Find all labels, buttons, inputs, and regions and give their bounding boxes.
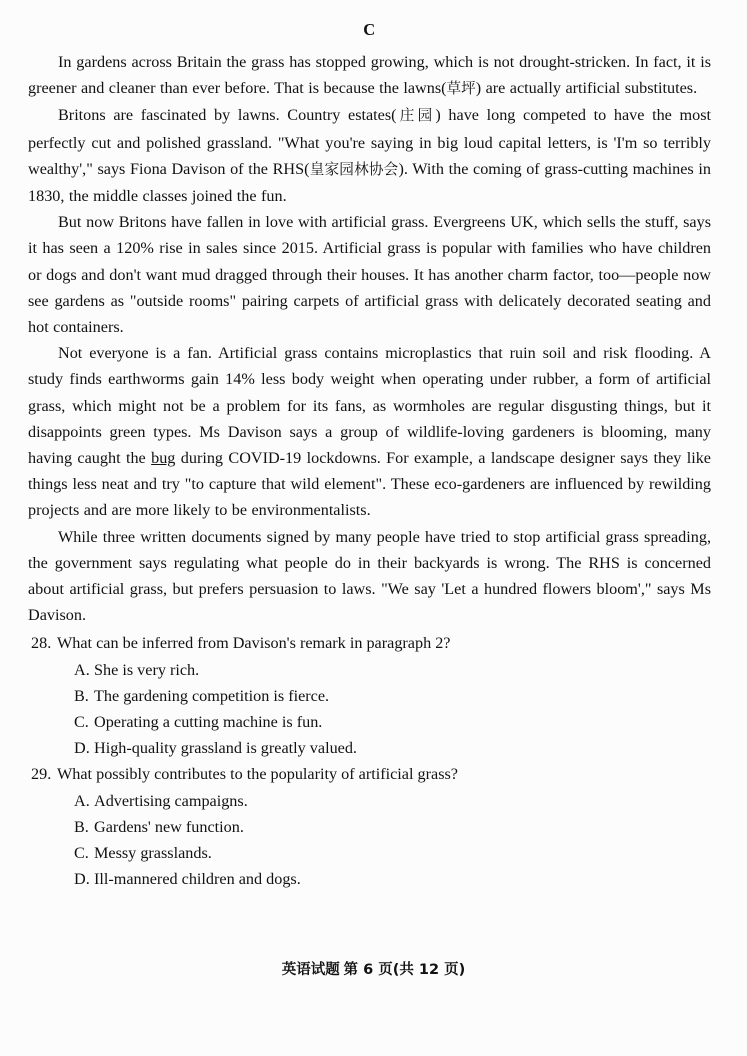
passage-text: ) have long competed to have the most perfectly cut and polished grassland. "What you're saying in big loud capital letters, is 'I'm so terribly wealthy'," says Fiona Davison of the RHS( bbox=[28, 106, 711, 178]
footer-page-label: 第 6 页(共 12 页) bbox=[343, 962, 466, 978]
passage-text: ). With the coming of grass-cutting machines in 1830, the middle classes joined the fun. bbox=[28, 159, 711, 206]
answer-option[interactable] bbox=[28, 788, 711, 814]
passage-paragraph bbox=[28, 209, 711, 340]
answer-option[interactable] bbox=[28, 840, 711, 866]
option-letter: A. bbox=[74, 660, 90, 679]
answer-option[interactable] bbox=[28, 866, 711, 892]
question-stem bbox=[28, 630, 711, 656]
option-text: Operating a cutting machine is fun. bbox=[94, 713, 323, 732]
answer-option[interactable] bbox=[28, 709, 711, 735]
questions-list bbox=[28, 630, 711, 892]
page-footer bbox=[0, 960, 747, 980]
option-letter: C. bbox=[74, 844, 89, 863]
passage-text: during COVID-19 lockdowns. For example, a landscape designer says they like things less neat and try "to capture that wild element". These eco-gardeners are influenced by rewilding projects and are more likely to be environmentalists. bbox=[28, 449, 711, 520]
option-text: High-quality grassland is greatly valued. bbox=[94, 739, 357, 758]
option-text: She is very rich. bbox=[94, 660, 200, 679]
passage-text: ) are actually artificial substitutes. bbox=[475, 79, 698, 98]
answer-option[interactable] bbox=[28, 657, 711, 683]
page-content bbox=[28, 0, 711, 893]
passage-text: In gardens across Britain the grass has stopped growing, which is not drought-stricken. In fact, it is greener and cleaner than ever before. That is because the lawns( bbox=[28, 53, 711, 98]
answer-option[interactable] bbox=[28, 683, 711, 709]
chinese-gloss: 庄园 bbox=[396, 107, 436, 125]
question-stem-text: What can be inferred from Davison's remark in paragraph 2? bbox=[57, 634, 451, 653]
option-letter: C. bbox=[74, 713, 89, 732]
footer-subject: 英语试题 bbox=[281, 962, 340, 978]
answer-option[interactable] bbox=[28, 814, 711, 840]
question-block bbox=[28, 761, 711, 892]
passage-body bbox=[28, 49, 711, 628]
option-text: Ill-mannered children and dogs. bbox=[94, 870, 301, 889]
option-text: The gardening competition is fierce. bbox=[94, 686, 330, 705]
option-letter: B. bbox=[74, 686, 89, 705]
option-letter: A. bbox=[74, 791, 90, 810]
passage-text: But now Britons have fallen in love with artificial grass. Evergreens UK, which sells the stuff, says it has seen a 120% rise in sales since 2015. Artificial grass is popular with families who have children or dogs and don't want mud dragged through their houses. It has another charm factor, too—people now see gardens as "outside rooms" pairing carpets of artificial grass with delicately decorated seating and hot containers. bbox=[28, 213, 711, 337]
option-text: Messy grasslands. bbox=[94, 844, 212, 863]
question-stem-text: What possibly contributes to the popularity of artificial grass? bbox=[57, 765, 458, 784]
underlined-term: bug bbox=[151, 449, 176, 468]
section-heading: C bbox=[363, 20, 376, 39]
chinese-gloss: 草坪 bbox=[446, 80, 476, 98]
option-text: Advertising campaigns. bbox=[94, 791, 248, 810]
passage-paragraph bbox=[28, 340, 711, 523]
option-letter: D. bbox=[74, 739, 90, 758]
question-number: 29. bbox=[31, 765, 52, 784]
question-stem bbox=[28, 761, 711, 787]
passage-paragraph bbox=[28, 102, 711, 209]
option-letter: B. bbox=[74, 817, 89, 836]
answer-option[interactable] bbox=[28, 735, 711, 761]
passage-text: Britons are fascinated by lawns. Country estates( bbox=[58, 106, 397, 125]
passage-paragraph bbox=[28, 49, 711, 102]
question-block bbox=[28, 630, 711, 761]
passage-text: While three written documents signed by many people have tried to stop artificial grass spreading, the government says regulating what people do in their backyards is wrong. The RHS is concerned about artificial grass, but prefers persuasion to laws. "We say 'Let a hundred flowers bloom'," says Ms Davison. bbox=[28, 527, 711, 625]
option-text: Gardens' new function. bbox=[94, 817, 244, 836]
option-letter: D. bbox=[74, 870, 90, 889]
question-number: 28. bbox=[31, 634, 52, 653]
passage-text: Not everyone is a fan. Artificial grass contains microplastics that ruin soil and risk flooding. A study finds earthworms gain 14% less body weight when operating under rubber, a form of artificial grass, which might not be a problem for its fans, as wormholes are regular disgusting things, but it disappoints green types. Ms Davison says a group of wildlife-loving gardeners is blooming, many having caught the bbox=[28, 344, 711, 468]
passage-paragraph bbox=[28, 524, 711, 629]
chinese-gloss: 皇家园林协会 bbox=[309, 160, 399, 178]
